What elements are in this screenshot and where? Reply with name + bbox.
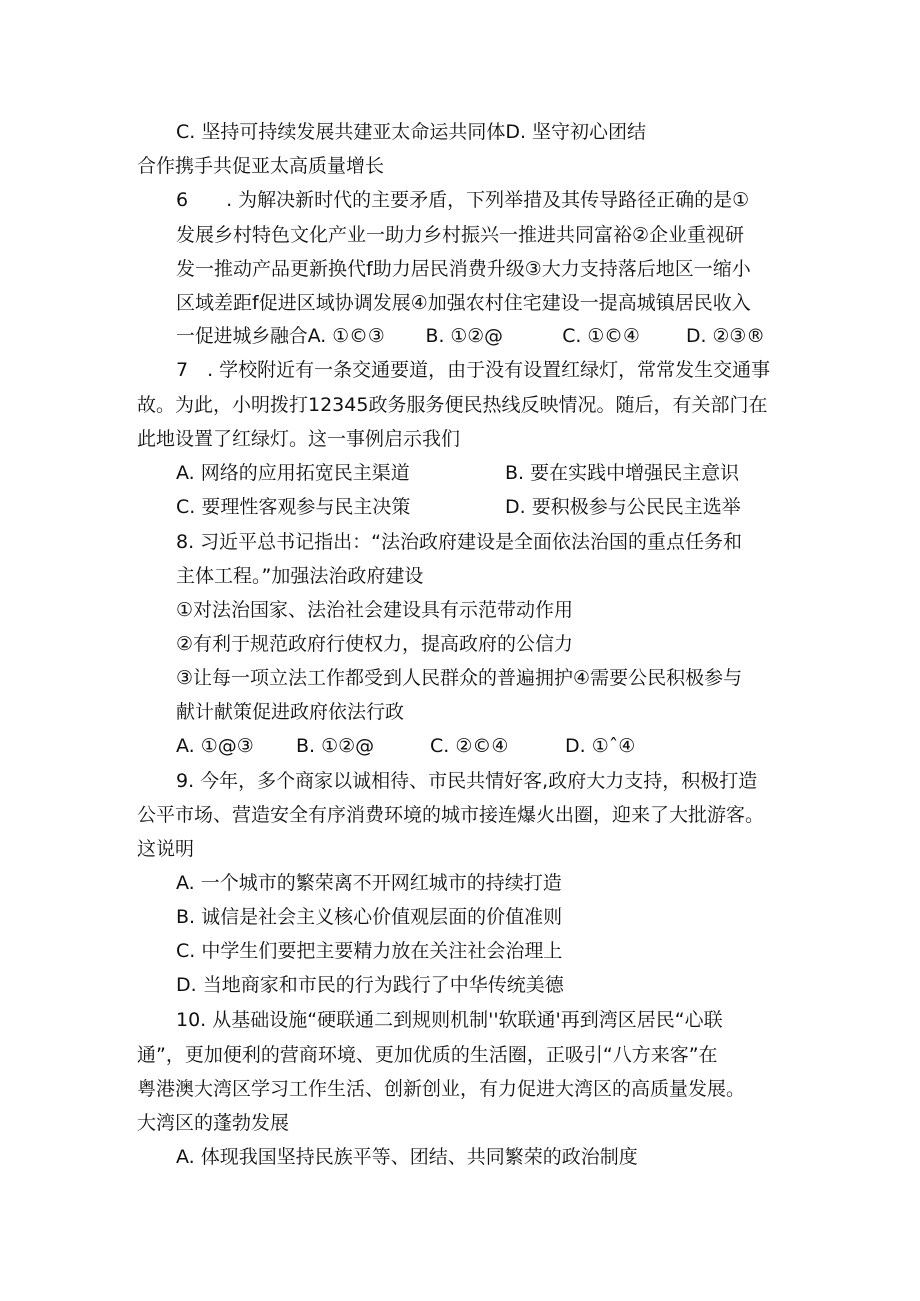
q8-option-b: B. ①②@ <box>296 735 375 757</box>
q10-stem-line-2: 通”，更加便利的营商环境、更加优质的生活圈，正吸引“八方来客”在 <box>137 1044 718 1066</box>
q9-stem-line-1: 9. 今年，多个商家以诚相待、市民共情好客,政府大力支持，积极打造 <box>176 770 758 792</box>
q9-option-a: A. 一个城市的繁荣离不开网红城市的持续打造 <box>176 872 562 894</box>
q7-stem-line-3: 此地设置了红绿灯。这一事例启示我们 <box>137 428 461 450</box>
q6-stem-line-3: 发一推动产品更新换代f助力居民消费升级③大力支持落后地区一缩小 <box>176 258 751 280</box>
q10-stem-line-4: 大湾区的蓬勃发展 <box>137 1112 290 1134</box>
q6-option-b: B. ①②@ <box>425 325 503 347</box>
q9-option-b: B. 诚信是社会主义核心价值观层面的价值准则 <box>176 906 563 928</box>
q7-option-b: B. 要在实践中增强民主意识 <box>505 462 740 484</box>
q9-stem-line-3: 这说明 <box>137 838 195 860</box>
q10-stem-line-3: 粤港澳大湾区学习工作生活、创新创业，有力促进大湾区的高质量发展。 <box>137 1078 746 1100</box>
q6-answer-line <box>176 323 790 349</box>
q6-stem-line-1: 6 . 为解决新时代的主要矛盾，下列举措及其传导路径正确的是① <box>176 189 750 211</box>
q5-option-d-continuation: 合作携手共促亚太高质量增长 <box>137 155 385 177</box>
q7-stem-line-2: 故。为此，小明拨打12345政务服务便民热线反映情况。随后，有关部门在 <box>137 394 768 416</box>
q7-option-c: C. 要理性客观参与民主决策 <box>176 496 411 518</box>
q8-item-3: ③让每一项立法工作都受到人民群众的普遍拥护④需要公民积极参与 <box>176 667 743 689</box>
q7-stem-line-1: 7 . 学校附近有一条交通要道，由于没有设置红绿灯，常常发生交通事 <box>176 359 771 381</box>
q8-option-a: A. ①@③ <box>176 735 254 757</box>
q8-item-4: 献计献策促进政府依法行政 <box>176 701 405 723</box>
q6-option-d: D. ②③® <box>686 325 766 347</box>
q7-option-a: A. 网络的应用拓宽民主渠道 <box>176 462 410 484</box>
q8-item-2: ②有利于规范政府行使权力，提高政府的公信力 <box>176 633 574 655</box>
q8-option-d: D. ①ˆ④ <box>565 735 636 757</box>
q9-stem-line-2: 公平市场、营造安全有序消费环境的城市接连爆火出圈，迎来了大批游客。 <box>137 804 765 826</box>
q5-option-c-d-line: C. 坚持可持续发展共建亚太命运共同体D. 坚守初心团结 <box>176 121 647 143</box>
q9-option-d: D. 当地商家和市民的行为践行了中华传统美德 <box>176 974 564 996</box>
q8-option-c: C. ②©④ <box>430 735 509 757</box>
q7-option-d: D. 要积极参与公民民主选举 <box>505 496 741 518</box>
q10-stem-line-1: 10. 从基础设施“硬联通二到规则机制''软联通'再到湾区居民“心联 <box>176 1009 723 1031</box>
q8-answer-line <box>176 733 696 759</box>
q10-option-a: A. 体现我国坚持民族平等、团结、共同繁荣的政治制度 <box>176 1146 638 1168</box>
q9-option-c: C. 中学生们要把主要精力放在关注社会治理上 <box>176 940 563 962</box>
q8-stem-line-1: 8. 习近平总书记指出：“法治政府建设是全面依法治国的重点任务和 <box>176 531 743 553</box>
q6-option-a: 一促进城乡融合A. ①©③ <box>176 325 385 347</box>
q8-stem-line-2: 主体工程。”加强法治政府建设 <box>176 565 424 587</box>
q8-item-1: ①对法治国家、法治社会建设具有示范带动作用 <box>176 599 574 621</box>
q6-option-c: C. ①©④ <box>562 325 640 347</box>
q6-stem-line-2: 发展乡村特色文化产业一助力乡村振兴一推进共同富裕②企业重视研 <box>176 224 745 246</box>
q6-stem-line-4: 区域差距f促进区域协调发展④加强农村住宅建设一提高城镇居民收入 <box>176 292 751 314</box>
